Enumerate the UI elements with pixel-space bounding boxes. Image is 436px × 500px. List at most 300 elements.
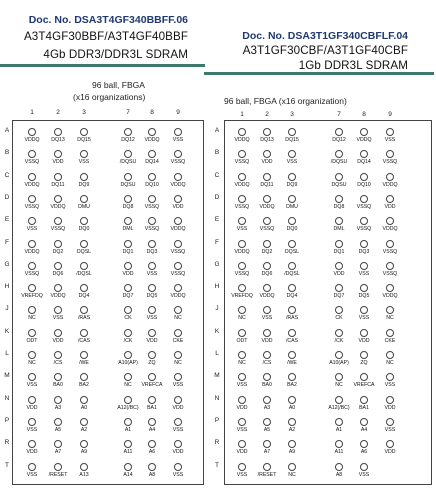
left-pin-label: A2 [80, 426, 88, 433]
right-ball-A8 [360, 128, 368, 136]
right-pin-label: DMU [286, 203, 298, 210]
left-ball-T8 [148, 463, 156, 471]
left-ball-D7 [124, 195, 132, 203]
left-ball-L9 [174, 351, 182, 359]
right-pin-label: DQ1 [333, 248, 345, 255]
left-pin-label: VDD [26, 404, 38, 411]
right-ball-G8 [360, 262, 368, 270]
left-part-numbers: A3T4GF30BBF/A3T4GF40BBF [23, 30, 188, 43]
right-pin-label: VDD [261, 337, 273, 344]
right-pin-label: VREFCA [353, 382, 375, 389]
left-ball-G3 [80, 262, 88, 270]
left-ball-K1 [28, 329, 36, 337]
right-ball-L9 [386, 351, 394, 359]
left-ball-L3 [80, 351, 88, 359]
right-ball-D3 [288, 195, 296, 203]
left-ball-G2 [54, 262, 62, 270]
right-ball-F7 [335, 240, 343, 248]
left-pin-label: /CS [53, 360, 63, 366]
right-ball-G7 [335, 262, 343, 270]
left-pin-label: A0 [80, 404, 88, 411]
right-pin-label: VSS [358, 471, 370, 478]
left-pin-label: DQ11 [51, 181, 65, 188]
right-ball-P1 [238, 418, 246, 426]
left-pin-label: A11 [123, 449, 133, 456]
right-ball-G3 [288, 262, 296, 270]
left-row-label: T [5, 461, 9, 469]
left-pin-label: VSSQ [24, 270, 40, 277]
left-pin-label: DQ10 [145, 181, 159, 188]
left-pin-label: DQ5 [146, 293, 158, 300]
right-ball-K2 [263, 329, 271, 337]
left-pin-label: VSS [172, 426, 184, 433]
right-pin-label: VDDQ [259, 293, 275, 300]
left-pin-label: VDDQ [170, 293, 186, 300]
right-pin-label: A4 [360, 426, 368, 433]
right-row-label: R [214, 439, 220, 447]
right-ball-L3 [288, 351, 296, 359]
right-pin-label: VDDQ [382, 181, 398, 188]
left-column-number: 2 [56, 109, 60, 116]
right-pin-label: /DQSU [330, 159, 348, 166]
left-ball-F2 [54, 240, 62, 248]
right-ball-L2 [263, 351, 271, 359]
left-row-label: G [4, 260, 10, 268]
right-pin-label: /RAS [285, 315, 299, 322]
right-ball-F1 [238, 240, 246, 248]
left-pin-label: A12(/BC) [117, 404, 139, 411]
right-pin-label: /DQSL [284, 270, 300, 277]
left-ball-A1 [28, 128, 36, 136]
right-pin-label: VDD [333, 270, 345, 277]
left-row-label: H [4, 283, 10, 291]
right-row-label: K [214, 327, 220, 335]
left-pin-label: VSS [146, 270, 158, 277]
right-device-description: 1Gb DDR3L SDRAM [298, 59, 408, 72]
right-row-label: P [214, 416, 220, 424]
left-ball-L8 [148, 351, 156, 359]
left-row-label: M [4, 372, 10, 380]
left-pin-label: VSS [146, 315, 158, 322]
left-pin-label: DQ15 [77, 137, 91, 143]
left-column-number: 1 [30, 109, 34, 116]
left-pin-label: VSS [172, 137, 184, 143]
left-pin-label: VDDQ [50, 203, 66, 210]
left-pin-label: VDDQ [170, 226, 186, 233]
left-ball-P1 [28, 418, 36, 426]
left-ball-P3 [80, 418, 88, 426]
right-row-label: B [214, 149, 220, 157]
right-ball-P7 [335, 418, 343, 426]
right-datasheet-panel [214, 0, 436, 500]
left-pin-label: VSS [26, 382, 38, 389]
right-ball-L8 [360, 351, 368, 359]
left-column-number: 9 [176, 109, 180, 116]
right-pin-label: VDD [261, 159, 273, 166]
left-pin-label: VSS [78, 159, 90, 166]
left-device-description: 4Gb DDR3/DDR3L SDRAM [43, 48, 188, 61]
right-ball-A1 [238, 128, 246, 136]
left-package-subtitle: (x16 organizations) [73, 92, 146, 102]
left-ball-D2 [54, 195, 62, 203]
left-pin-label: VDD [172, 404, 184, 411]
right-pin-label: VDD [236, 404, 248, 411]
right-pin-label: DQ12 [332, 137, 346, 143]
right-pin-label: DQ9 [286, 181, 298, 188]
left-pin-label: VDD [26, 449, 38, 456]
right-column-number: 3 [290, 111, 294, 118]
left-pin-label: ODT [26, 337, 38, 344]
right-row-label: T [215, 461, 219, 469]
left-pin-label: VDDQ [24, 181, 40, 188]
right-pin-label: DQ3 [358, 248, 370, 255]
left-pin-label: VDD [122, 270, 134, 277]
left-pin-label: NC [28, 360, 36, 366]
right-pin-label: NC [335, 382, 343, 389]
right-pin-label: DQ11 [260, 181, 274, 188]
right-row-label: L [215, 350, 219, 357]
right-pin-label: VSS [384, 137, 396, 143]
left-row-label: L [5, 350, 9, 357]
right-ball-A7 [335, 128, 343, 136]
left-ball-F7 [124, 240, 132, 248]
left-pin-label: DQSL [76, 248, 92, 255]
right-ball-G9 [386, 262, 394, 270]
right-ball-D8 [360, 195, 368, 203]
left-pin-label: /CAS [77, 337, 91, 344]
left-pin-label: /DQSL [76, 270, 92, 277]
right-ball-N9 [386, 396, 394, 404]
left-ball-N8 [148, 396, 156, 404]
right-pin-label: A6 [360, 449, 368, 456]
right-column-number: 1 [240, 111, 244, 118]
right-pin-label: A3 [263, 404, 271, 411]
left-ball-L2 [54, 351, 62, 359]
left-pin-label: VSSQ [144, 226, 160, 233]
right-pin-label: VDD [384, 449, 396, 456]
right-pin-label: DQ13 [260, 137, 274, 143]
right-ball-D9 [386, 195, 394, 203]
left-ball-F3 [80, 240, 88, 248]
left-ball-L7 [124, 351, 132, 359]
left-pin-label: NC [174, 360, 182, 366]
left-pin-label: VDD [52, 159, 64, 166]
right-column-number: 7 [337, 111, 341, 118]
left-ball-A9 [174, 128, 182, 136]
right-pin-label: VSSQ [356, 226, 372, 233]
right-ball-C2 [263, 173, 271, 181]
right-row-label: E [214, 216, 220, 224]
left-ball-A7 [124, 128, 132, 136]
right-pin-label: A2 [288, 426, 296, 433]
left-pin-label: DQ7 [122, 293, 134, 300]
left-ball-N7 [124, 396, 132, 404]
left-ball-G7 [124, 262, 132, 270]
left-pin-label: DQ13 [51, 137, 65, 143]
right-pin-label: VDDQ [356, 137, 372, 143]
right-pin-label: CK [335, 315, 343, 322]
right-pin-label: VDD [384, 203, 396, 210]
left-pin-label: A13 [79, 471, 89, 478]
left-row-label: D [4, 193, 10, 201]
left-row-label: E [4, 216, 10, 224]
right-ball-P8 [360, 418, 368, 426]
right-pin-label: DQ10 [357, 181, 371, 188]
right-pin-label: DQ2 [261, 248, 273, 255]
left-pin-label: DQ4 [78, 293, 90, 300]
right-pin-label: VDDQ [234, 137, 250, 143]
left-datasheet-panel [0, 0, 216, 500]
right-pin-label: DQ15 [285, 137, 299, 143]
left-row-label: R [4, 439, 10, 447]
right-doc-number: Doc. No. DSA3T1GF340CBFLF.04 [242, 30, 408, 42]
left-pin-label: VDDQ [50, 293, 66, 300]
right-row-label: M [214, 372, 220, 380]
left-ball-D3 [80, 195, 88, 203]
left-pin-label: VSS [26, 226, 38, 233]
left-pin-label: /RESET [48, 471, 68, 478]
left-row-label: F [5, 238, 9, 246]
left-pin-label: VSSQ [170, 159, 186, 166]
left-pin-label: A1 [124, 426, 132, 433]
right-pin-label: A12(/BC) [328, 404, 350, 411]
left-pin-label: VDD [172, 203, 184, 210]
right-column-number: 9 [388, 111, 392, 118]
left-ball-K3 [80, 329, 88, 337]
left-pin-label: DQ9 [78, 181, 90, 188]
right-ball-F3 [288, 240, 296, 248]
right-ball-C7 [335, 173, 343, 181]
left-column-number: 7 [126, 109, 130, 116]
right-row-label: F [215, 238, 219, 246]
right-pin-label: A8 [335, 471, 343, 478]
right-ball-N2 [263, 396, 271, 404]
left-ball-P8 [148, 418, 156, 426]
right-ball-A2 [263, 128, 271, 136]
left-pin-label: A4 [148, 426, 156, 433]
right-pin-label: DML [333, 226, 345, 233]
left-pin-label: /DQSU [119, 159, 137, 166]
right-pin-label: CKE [384, 337, 396, 344]
right-ball-C1 [238, 173, 246, 181]
left-ball-T3 [80, 463, 88, 471]
left-ball-C9 [174, 173, 182, 181]
right-ball-K3 [288, 329, 296, 337]
left-row-label: C [4, 171, 10, 179]
right-pin-label: DQ5 [358, 293, 370, 300]
right-pin-label: /WE [287, 360, 297, 366]
right-pin-label: DQ0 [286, 226, 298, 233]
right-pin-label: /CS [262, 360, 272, 366]
left-package-title: 96 ball, FBGA [92, 80, 145, 90]
left-row-label: J [5, 305, 9, 313]
right-pin-label: VSS [236, 426, 248, 433]
left-ball-A8 [148, 128, 156, 136]
right-pin-label: VSSQ [234, 270, 250, 277]
left-pin-label: ZQ [148, 360, 156, 366]
left-pin-label: VSS [172, 382, 184, 389]
right-pin-label: VSS [358, 270, 370, 277]
left-row-label: K [4, 327, 10, 335]
left-pin-label: DQ3 [146, 248, 158, 255]
right-ball-G1 [238, 262, 246, 270]
right-pin-label: A7 [263, 449, 271, 456]
right-ball-F2 [263, 240, 271, 248]
left-ball-T2 [54, 463, 62, 471]
left-ball-D1 [28, 195, 36, 203]
right-row-label: A [214, 127, 220, 134]
left-doc-number: Doc. No. DSA3T4GF340BBFF.06 [28, 14, 188, 26]
left-pin-label: VDDQ [170, 181, 186, 188]
left-ball-F9 [174, 240, 182, 248]
right-ball-N7 [335, 396, 343, 404]
right-pin-label: VSSQ [259, 226, 275, 233]
right-ball-C8 [360, 173, 368, 181]
right-pin-label: VSS [236, 226, 248, 233]
left-ball-G1 [28, 262, 36, 270]
left-ball-P7 [124, 418, 132, 426]
right-ball-L1 [238, 351, 246, 359]
left-pin-label: CK [124, 315, 132, 322]
right-row-label: H [214, 283, 220, 291]
right-pin-label: DQ4 [286, 293, 298, 300]
right-row-label: G [214, 260, 220, 268]
right-pin-label: /RESET [257, 471, 277, 478]
left-pin-label: DQ2 [52, 248, 64, 255]
left-pin-label: CKE [172, 337, 184, 344]
right-ball-C3 [288, 173, 296, 181]
left-pin-label: A9 [80, 449, 88, 456]
right-pin-label: VSS [286, 159, 298, 166]
right-pin-label: VSS [236, 471, 248, 478]
left-ball-P9 [174, 418, 182, 426]
right-pin-label: NC [238, 315, 246, 322]
right-pin-label: DQ8 [333, 203, 345, 210]
right-pin-label: A0 [288, 404, 296, 411]
right-pin-label: VSS [261, 315, 273, 322]
left-pin-label: VSS [52, 315, 64, 322]
right-pin-label: VDDQ [234, 181, 250, 188]
left-pin-label: VDD [146, 337, 158, 344]
left-pin-label: VREFDQ [21, 293, 43, 300]
right-part-numbers: A3T1GF30CBF/A3T1GF40CBF [242, 44, 408, 57]
right-ball-L7 [335, 351, 343, 359]
right-pin-label: ZQ [360, 360, 368, 366]
left-row-label: A [4, 127, 10, 134]
right-pin-label: VDDQ [382, 226, 398, 233]
left-pin-label: DQ6 [52, 270, 64, 277]
right-column-number: 8 [362, 111, 366, 118]
right-pin-label: VSS [384, 382, 396, 389]
right-pin-label: /CK [334, 337, 344, 344]
right-ball-N8 [360, 396, 368, 404]
left-ball-L1 [28, 351, 36, 359]
left-ball-F1 [28, 240, 36, 248]
right-pin-label: NC [288, 471, 296, 478]
right-row-label: J [215, 305, 219, 313]
left-pin-label: VSS [26, 471, 38, 478]
left-ball-T9 [174, 463, 182, 471]
right-row-label: C [214, 171, 220, 179]
right-ball-G2 [263, 262, 271, 270]
left-pin-label: VSS [26, 426, 38, 433]
left-pin-label: VSSQ [170, 248, 186, 255]
left-column-number: 3 [82, 109, 86, 116]
left-pin-label: DMU [78, 203, 90, 210]
right-ball-T3 [288, 463, 296, 471]
right-ball-D2 [263, 195, 271, 203]
left-ball-G9 [174, 262, 182, 270]
left-pin-label: VSSQ [170, 270, 186, 277]
left-pin-label: BA1 [147, 404, 157, 411]
right-ball-K8 [360, 329, 368, 337]
left-pin-label: /WE [79, 360, 89, 366]
left-ball-D9 [174, 195, 182, 203]
left-pin-label: VREFCA [141, 382, 163, 389]
right-pin-label: DQSL [284, 248, 300, 255]
left-pin-label: NC [174, 315, 182, 322]
right-ball-P9 [386, 418, 394, 426]
right-ball-T2 [263, 463, 271, 471]
right-pin-label: VSSQ [234, 159, 250, 166]
left-ball-T1 [28, 463, 36, 471]
left-ball-G8 [148, 262, 156, 270]
left-ball-N2 [54, 396, 62, 404]
right-pin-label: BA1 [359, 404, 369, 411]
right-ball-D7 [335, 195, 343, 203]
left-ball-C3 [80, 173, 88, 181]
left-pin-label: BA0 [53, 382, 63, 389]
left-pin-label: DQ0 [78, 226, 90, 233]
right-ball-K7 [335, 329, 343, 337]
left-pin-label: NC [124, 382, 132, 389]
right-ball-T8 [360, 463, 368, 471]
left-row-label: P [4, 416, 10, 424]
left-pin-label: VSSQ [50, 226, 66, 233]
left-column-number: 8 [150, 109, 154, 116]
right-pin-label: ODT [236, 337, 248, 344]
right-pin-label: DQSU [331, 181, 347, 188]
left-ball-N9 [174, 396, 182, 404]
right-ball-N3 [288, 396, 296, 404]
left-pin-label: NC [28, 315, 36, 322]
left-ball-N1 [28, 396, 36, 404]
right-pin-label: DQ7 [333, 293, 345, 300]
right-pin-label: VSSQ [234, 203, 250, 210]
right-ball-K9 [386, 329, 394, 337]
left-ball-K7 [124, 329, 132, 337]
right-ball-F9 [386, 240, 394, 248]
right-pin-label: VDD [384, 404, 396, 411]
left-pin-label: A14 [123, 471, 133, 478]
right-package-title: 96 ball, FBGA (x16 organization) [224, 96, 347, 106]
left-pin-label: VDD [172, 449, 184, 456]
left-pin-label: BA2 [79, 382, 89, 389]
left-pin-label: VSSQ [144, 203, 160, 210]
right-pin-label: VDD [358, 337, 370, 344]
right-pin-label: DQ14 [357, 159, 371, 166]
right-pin-label: NC [386, 360, 394, 366]
right-pin-label: A1 [335, 426, 343, 433]
left-ball-K2 [54, 329, 62, 337]
left-pin-label: /CK [123, 337, 133, 344]
left-pin-label: VDD [52, 337, 64, 344]
left-pin-label: VSSQ [24, 159, 40, 166]
left-pin-label: DQ1 [122, 248, 134, 255]
left-pin-label: DQSU [120, 181, 136, 188]
right-pin-label: VSSQ [382, 270, 398, 277]
left-pin-label: A8 [148, 471, 156, 478]
